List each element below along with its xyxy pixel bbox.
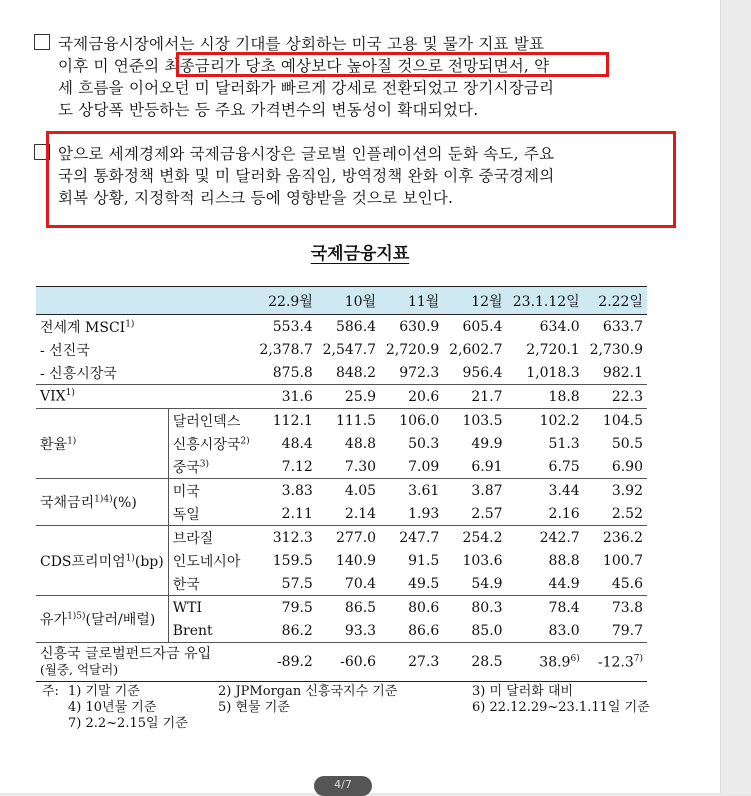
table-cell: 6.91 xyxy=(471,458,503,475)
row-sublabel: Brent xyxy=(172,622,213,639)
table-cell: 48.8 xyxy=(344,435,377,452)
table-cell: 2.16 xyxy=(548,505,580,522)
table-cell: 3.61 xyxy=(380,479,443,503)
footnote: 6) 22.12.29~23.1.11일 기준 xyxy=(472,700,650,715)
table-cell: 50.5 xyxy=(611,435,643,452)
paragraph-line: 이후 미 연준의 최종금리가 당초 예상보다 높아질 것으로 전망되면서, 약 xyxy=(58,57,550,75)
footnote: 5) 현물 기준 xyxy=(218,700,290,715)
table-cell: 103.5 xyxy=(443,409,506,433)
row-sublabel: 인도네시아 xyxy=(172,553,241,570)
scrollbar[interactable] xyxy=(720,0,751,793)
table-cell: 79.7 xyxy=(611,622,643,639)
table-cell: 80.3 xyxy=(443,596,506,620)
table-cell: 2,730.9 xyxy=(589,341,643,358)
paragraph-line: 국제금융시장에서는 시장 기대를 상회하는 미국 고용 및 물가 지표 발표 xyxy=(58,35,545,53)
group-label: 국채금리$^{1)4)}$(%) xyxy=(36,479,168,526)
table-cell: 553.4 xyxy=(254,315,317,339)
table-cell: 100.7 xyxy=(602,552,643,569)
page-indicator: 4/7 xyxy=(314,776,372,796)
row-sublabel: 신흥시장국$^{2)}$ xyxy=(172,435,250,453)
table-cell: 236.2 xyxy=(584,526,647,550)
table-row xyxy=(36,643,647,682)
table-cell: 277.0 xyxy=(317,526,380,550)
table-header-row xyxy=(36,287,647,315)
table-cell: 2,720.1 xyxy=(526,341,580,358)
table-row xyxy=(36,596,647,620)
row-label: - 선진국 xyxy=(40,342,90,359)
table-cell: 31.6 xyxy=(254,385,317,409)
table-cell: 312.3 xyxy=(254,526,317,550)
table-cell: 73.8 xyxy=(584,596,647,620)
highlight-box-1 xyxy=(176,52,609,77)
table-cell: 630.9 xyxy=(380,315,443,339)
table-cell: 6.75 xyxy=(548,458,580,475)
table-title: 국제금융지표 xyxy=(310,244,410,264)
table-row xyxy=(36,361,647,385)
paragraph-1 xyxy=(34,33,674,121)
table-cell: 70.4 xyxy=(344,575,377,592)
table-cell: 28.5 xyxy=(443,643,506,682)
table-row xyxy=(36,338,647,361)
table-cell: 20.6 xyxy=(380,385,443,409)
table-cell: 2,602.7 xyxy=(449,341,503,358)
footnote: 3) 미 달러화 대비 xyxy=(472,684,574,699)
table-cell: 2.14 xyxy=(344,505,377,522)
table-cell: 49.5 xyxy=(408,575,440,592)
table-cell: 634.0 xyxy=(507,315,584,339)
table-cell: 140.9 xyxy=(335,552,377,569)
paragraph-line: 도 상당폭 반등하는 등 주요 가격변수의 변동성이 확대되었다. xyxy=(58,101,479,119)
table-cell: 3.44 xyxy=(507,479,584,503)
table-cell: 80.6 xyxy=(380,596,443,620)
table-cell: -12.3$^{7)}$ xyxy=(584,643,647,682)
table-cell: 104.5 xyxy=(584,409,647,433)
table-cell: 254.2 xyxy=(443,526,506,550)
row-sublabel: 브라질 xyxy=(168,526,253,550)
group-label: 유가$^{1)5)}$(달러/배럴) xyxy=(36,596,168,643)
group-label: 환율$^{1)}$ xyxy=(36,409,168,479)
row-sublabel: 미국 xyxy=(168,479,253,503)
checkbox-bullet xyxy=(34,34,50,50)
paragraph-line: 앞으로 세계경제와 국제금융시장은 글로벌 인플레이션의 둔화 속도, 주요 xyxy=(58,145,555,163)
table-cell: 848.2 xyxy=(335,364,377,381)
column-header: 23.1.12일 xyxy=(507,287,584,315)
table-cell: 7.12 xyxy=(281,458,313,475)
table-cell: 2,378.7 xyxy=(259,341,313,358)
table-cell: 3.83 xyxy=(254,479,317,503)
footnote: 2) JPMorgan 신흥국지수 기준 xyxy=(218,684,398,699)
table-cell: 86.2 xyxy=(281,622,313,639)
column-header: 2.22일 xyxy=(584,287,647,315)
table-cell: 83.0 xyxy=(548,622,580,639)
table-cell: 242.7 xyxy=(507,526,584,550)
table-cell: 22.3 xyxy=(584,385,647,409)
table-cell: 875.8 xyxy=(272,364,313,381)
column-header: 11월 xyxy=(380,287,443,315)
row-sublabel: 달러인덱스 xyxy=(168,409,253,433)
paragraph-line: 회복 상황, 지정학적 리스크 등에 영향받을 것으로 보인다. xyxy=(58,189,454,207)
highlight-box-2 xyxy=(46,131,676,228)
table-row xyxy=(36,479,647,503)
paragraph-line: 세 흐름을 이어오던 미 달러화가 빠르게 강세로 전환되었고 장기시장금리 xyxy=(58,79,555,97)
column-header: 22.9월 xyxy=(254,287,317,315)
table-cell: 1.93 xyxy=(408,505,440,522)
table-cell: 79.5 xyxy=(254,596,317,620)
footnote: 1) 기말 기준 xyxy=(68,684,140,699)
table-cell: 88.8 xyxy=(548,552,580,569)
table-cell: 6.90 xyxy=(611,458,643,475)
row-label: - 신흥시장국 xyxy=(40,365,117,382)
paragraph-line: 국의 통화정책 변화 및 미 달러화 움직임, 방역정책 완화 이후 중국경제의 xyxy=(58,167,555,185)
table-cell: 44.9 xyxy=(548,575,580,592)
table-cell: 51.3 xyxy=(548,435,580,452)
table-cell: -60.6 xyxy=(317,643,380,682)
table-cell: 27.3 xyxy=(380,643,443,682)
table-cell: 2.52 xyxy=(611,505,643,522)
table-cell: 21.7 xyxy=(443,385,506,409)
table-cell: 25.9 xyxy=(317,385,380,409)
table-cell: -89.2 xyxy=(254,643,317,682)
table-cell: 86.5 xyxy=(317,596,380,620)
table-cell: 2,547.7 xyxy=(322,341,377,358)
financial-indicators-table xyxy=(36,286,647,682)
table-cell: 85.0 xyxy=(471,622,503,639)
table-row xyxy=(36,385,647,409)
table-row xyxy=(36,315,647,339)
table-cell: 106.0 xyxy=(380,409,443,433)
table-cell: 2,720.9 xyxy=(385,341,440,358)
table-cell: 2.57 xyxy=(471,505,503,522)
row-sublabel: 중국$^{3)}$ xyxy=(172,458,210,476)
table-cell: 86.6 xyxy=(408,622,440,639)
table-cell: 4.05 xyxy=(317,479,380,503)
column-header: 10월 xyxy=(317,287,380,315)
table-cell: 982.1 xyxy=(602,364,643,381)
footnote: 7) 2.2~2.15일 기준 xyxy=(68,716,188,731)
table-cell: 78.4 xyxy=(507,596,584,620)
row-label: 신흥국 글로벌펀드자금 유입 (월중, 억달러) xyxy=(36,643,254,682)
table-row xyxy=(36,409,647,433)
table-cell: 7.09 xyxy=(408,458,440,475)
table-cell: 972.3 xyxy=(399,364,440,381)
table-cell: 2.11 xyxy=(281,505,313,522)
table-cell: 112.1 xyxy=(254,409,317,433)
table-cell: 103.6 xyxy=(462,552,503,569)
table-row xyxy=(36,526,647,550)
footnotes: 주: 1) 기말 기준 2) JPMorgan 신흥국지수 기준 3) 미 달러화 대비 4) 10년물 기준 5) 현물 기준 6) 22.12.29~23.1.11일 기준 7) 2.2~2.15일 기준 xyxy=(42,684,650,731)
group-label: CDS프리미엄$^{1)}$(bp) xyxy=(36,526,168,596)
table-cell: 111.5 xyxy=(317,409,380,433)
row-sublabel: WTI xyxy=(168,596,253,620)
table-cell: 102.2 xyxy=(507,409,584,433)
table-cell: 586.4 xyxy=(317,315,380,339)
table-cell: 50.3 xyxy=(408,435,440,452)
table-cell: 605.4 xyxy=(443,315,506,339)
table-cell: 247.7 xyxy=(380,526,443,550)
table-cell: 3.92 xyxy=(584,479,647,503)
row-label: VIX$^{1)}$ xyxy=(36,385,254,409)
footnote: 4) 10년물 기준 xyxy=(68,700,157,715)
row-sublabel: 독일 xyxy=(172,506,200,523)
table-cell: 159.5 xyxy=(272,552,313,569)
table-cell: 57.5 xyxy=(281,575,313,592)
table-cell: 633.7 xyxy=(584,315,647,339)
column-header: 12월 xyxy=(443,287,506,315)
table-cell: 1,018.3 xyxy=(526,364,580,381)
table-cell: 18.8 xyxy=(507,385,584,409)
table-cell: 3.87 xyxy=(443,479,506,503)
table-cell: 49.9 xyxy=(471,435,503,452)
row-label: 전세계 MSCI$^{1)}$ xyxy=(36,315,254,339)
table-cell: 7.30 xyxy=(344,458,377,475)
table-cell: 54.9 xyxy=(471,575,503,592)
table-cell: 48.4 xyxy=(281,435,313,452)
table-cell: 93.3 xyxy=(344,622,377,639)
table-cell: 45.6 xyxy=(611,575,643,592)
table-cell: 38.9$^{6)}$ xyxy=(507,643,584,682)
table-cell: 91.5 xyxy=(408,552,440,569)
table-cell: 956.4 xyxy=(462,364,503,381)
row-sublabel: 한국 xyxy=(172,576,200,593)
